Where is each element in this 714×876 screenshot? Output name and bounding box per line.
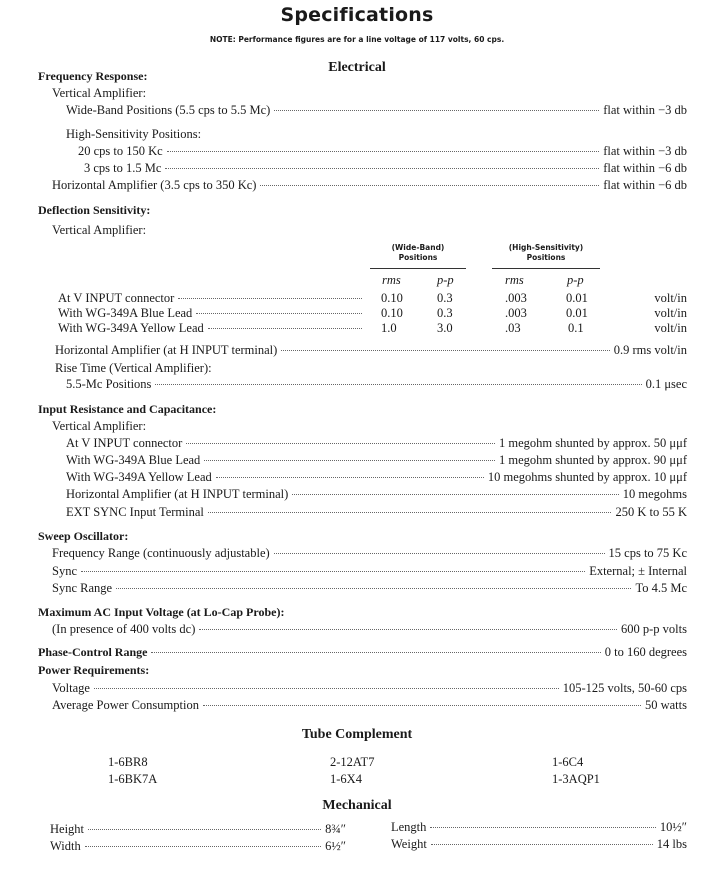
voltage-note: NOTE: Performance figures are for a line voltage of 117 volts, 60 cps. <box>209 35 505 44</box>
spec-row-ext-sync <box>66 505 687 521</box>
electrical-section-title: Electrical <box>328 60 386 75</box>
spec-row-ir-horizontal <box>66 487 687 503</box>
dot-leader <box>94 688 559 689</box>
spec-row-max-ac-input <box>52 622 687 638</box>
spec-row-rise-time <box>66 377 687 393</box>
row-label: With WG-349A Yellow Lead <box>58 321 204 335</box>
col-group-line2: Positions <box>398 253 438 262</box>
col-unit-pp: p-p <box>437 273 454 287</box>
frequency-response-heading: Frequency Response: <box>38 69 148 83</box>
cell-unit: volt/in <box>654 306 687 320</box>
cell-wb-rms: 1.0 <box>381 321 397 335</box>
spec-label: Width <box>50 839 81 853</box>
power-requirements-heading: Power Requirements: <box>38 663 150 677</box>
spec-row-length <box>391 820 687 836</box>
dot-leader <box>196 313 362 314</box>
spec-value: 50 watts <box>644 698 687 712</box>
spec-row-voltage <box>52 681 687 697</box>
col-unit-pp: p-p <box>567 273 584 287</box>
dot-leader <box>216 477 484 478</box>
dot-leader <box>430 827 655 828</box>
tube-item: 1-3AQP1 <box>552 772 600 786</box>
col-group-wide-band <box>370 243 466 263</box>
table-row <box>58 321 366 337</box>
col-group-line1: (Wide-Band) <box>391 243 445 252</box>
spec-row-wide-band <box>66 103 687 119</box>
dot-leader <box>151 652 600 653</box>
dot-leader <box>199 629 617 630</box>
dot-leader <box>116 588 631 589</box>
spec-value: 15 cps to 75 Kc <box>608 546 687 560</box>
rise-time-label: Rise Time (Vertical Amplifier): <box>55 361 212 375</box>
dot-leader <box>81 571 585 572</box>
spec-value: 10 megohms shunted by approx. 10 μμf <box>487 470 687 484</box>
spec-value: 14 lbs <box>656 837 687 851</box>
spec-label: With WG-349A Yellow Lead <box>66 470 212 484</box>
cell-unit: volt/in <box>654 321 687 335</box>
spec-value: flat within −6 db <box>603 161 687 175</box>
cell-wb-pp: 0.3 <box>437 306 453 320</box>
spec-row-ir-blue-lead <box>66 453 687 469</box>
cell-hs-rms: .003 <box>505 291 527 305</box>
spec-value: 105-125 volts, 50-60 cps <box>562 681 687 695</box>
spec-row-fr-horizontal <box>52 178 687 194</box>
spec-row-height <box>50 822 346 838</box>
spec-label: Weight <box>391 837 427 851</box>
spec-label: Average Power Consumption <box>52 698 199 712</box>
cell-hs-pp: 0.01 <box>566 291 588 305</box>
table-row <box>58 291 366 307</box>
tube-item: 1-6C4 <box>552 755 584 769</box>
spec-label: Horizontal Amplifier (at H INPUT terminal) <box>66 487 289 501</box>
page-title: Specifications <box>280 4 434 26</box>
dot-leader <box>292 494 618 495</box>
spec-label: 5.5-Mc Positions <box>66 377 152 391</box>
cell-wb-rms: 0.10 <box>381 306 403 320</box>
cell-unit: volt/in <box>654 291 687 305</box>
spec-value: 0.9 rms volt/in <box>613 343 687 357</box>
col-group-line1: (High-Sensitivity) <box>508 243 584 252</box>
spec-value: 600 p-p volts <box>621 622 687 636</box>
spec-label: Wide-Band Positions (5.5 cps to 5.5 Mc) <box>66 103 271 117</box>
spec-label: Voltage <box>52 681 90 695</box>
spec-label: (In presence of 400 volts dc) <box>52 622 196 636</box>
col-unit-rms: rms <box>382 273 401 287</box>
spec-label: Horizontal Amplifier (3.5 cps to 350 Kc) <box>52 178 257 192</box>
dot-leader <box>203 705 641 706</box>
spec-row-weight <box>391 837 687 853</box>
max-ac-input-heading: Maximum AC Input Voltage (at Lo-Cap Probe): <box>38 605 285 619</box>
spec-row-ir-v-input <box>66 436 687 452</box>
spec-value: 10½″ <box>659 820 687 834</box>
cell-hs-pp: 0.01 <box>566 306 588 320</box>
tube-item: 1-6BR8 <box>108 755 148 769</box>
spec-row-power-consumption <box>52 698 687 714</box>
spec-row-ds-horizontal <box>55 343 687 359</box>
dot-leader <box>204 460 495 461</box>
spec-label: At V INPUT connector <box>66 436 183 450</box>
spec-label: With WG-349A Blue Lead <box>66 453 201 467</box>
dot-leader <box>281 350 609 351</box>
spec-label: Phase-Control Range <box>38 645 148 659</box>
spec-value: flat within −6 db <box>603 178 687 192</box>
spec-value: 1 megohm shunted by approx. 50 μμf <box>498 436 687 450</box>
mechanical-title: Mechanical <box>322 798 392 813</box>
cell-hs-rms: .003 <box>505 306 527 320</box>
spec-value: To 4.5 Mc <box>635 581 687 595</box>
spec-row-ir-yellow-lead <box>66 470 687 486</box>
col-group-line2: Positions <box>526 253 566 262</box>
row-label: With WG-349A Blue Lead <box>58 306 193 320</box>
spec-row-width <box>50 839 346 855</box>
spec-value: 250 K to 55 K <box>615 505 687 519</box>
dot-leader <box>165 168 599 169</box>
spec-row-sync <box>52 564 687 580</box>
sweep-oscillator-heading: Sweep Oscillator: <box>38 529 129 543</box>
tube-item: 2-12AT7 <box>330 755 375 769</box>
spec-label: Height <box>50 822 85 836</box>
dot-leader <box>167 151 600 152</box>
cell-hs-rms: .03 <box>505 321 521 335</box>
dot-leader <box>186 443 495 444</box>
spec-label: Frequency Range (continuously adjustable) <box>52 546 270 560</box>
spec-row-sync-range <box>52 581 687 597</box>
cell-hs-pp: 0.1 <box>568 321 584 335</box>
spec-label: 3 cps to 1.5 Mc <box>84 161 162 175</box>
dot-leader <box>88 829 321 830</box>
spec-row-hs-20cps <box>78 144 687 160</box>
spec-value: External; ± Internal <box>589 564 687 578</box>
spec-label: Sync <box>52 564 77 578</box>
spec-label: EXT SYNC Input Terminal <box>66 505 204 519</box>
dot-leader <box>178 298 362 299</box>
spec-value: 6½″ <box>325 839 346 853</box>
tube-item: 1-6X4 <box>330 772 362 786</box>
tube-item: 1-6BK7A <box>108 772 158 786</box>
col-group-rule <box>370 268 466 269</box>
spec-row-frequency-range <box>52 546 687 562</box>
deflection-sensitivity-heading: Deflection Sensitivity: <box>38 203 151 217</box>
tube-complement-title: Tube Complement <box>301 727 413 742</box>
spec-value: flat within −3 db <box>603 103 687 117</box>
table-row <box>58 306 366 322</box>
spec-value: flat within −3 db <box>603 144 687 158</box>
dot-leader <box>208 512 612 513</box>
fr-vertical-amplifier-label: Vertical Amplifier: <box>52 86 147 100</box>
dot-leader <box>208 328 362 329</box>
col-group-high-sensitivity <box>492 243 600 263</box>
dot-leader <box>155 384 641 385</box>
high-sensitivity-label: High-Sensitivity Positions: <box>66 127 202 141</box>
dot-leader <box>85 846 321 847</box>
spec-value: 8¾″ <box>325 822 346 836</box>
dot-leader <box>431 844 653 845</box>
dot-leader <box>274 110 599 111</box>
cell-wb-pp: 3.0 <box>437 321 453 335</box>
spec-value: 0 to 160 degrees <box>604 645 687 659</box>
dot-leader <box>260 185 599 186</box>
dot-leader <box>274 553 605 554</box>
spec-value: 10 megohms <box>622 487 687 501</box>
spec-row-hs-3cps <box>84 161 687 177</box>
col-group-rule <box>492 268 600 269</box>
col-unit-rms: rms <box>505 273 524 287</box>
spec-label: Sync Range <box>52 581 113 595</box>
spec-label: Horizontal Amplifier (at H INPUT terminal) <box>55 343 278 357</box>
cell-wb-pp: 0.3 <box>437 291 453 305</box>
spec-row-phase-control <box>38 645 687 661</box>
input-resistance-heading: Input Resistance and Capacitance: <box>38 402 217 416</box>
ir-vertical-amplifier-label: Vertical Amplifier: <box>52 419 147 433</box>
row-label: At V INPUT connector <box>58 291 175 305</box>
cell-wb-rms: 0.10 <box>381 291 403 305</box>
ds-vertical-amplifier-label: Vertical Amplifier: <box>52 223 147 237</box>
spec-value: 1 megohm shunted by approx. 90 μμf <box>498 453 687 467</box>
spec-value: 0.1 μsec <box>645 377 687 391</box>
spec-label: 20 cps to 150 Kc <box>78 144 163 158</box>
spec-label: Length <box>391 820 427 834</box>
